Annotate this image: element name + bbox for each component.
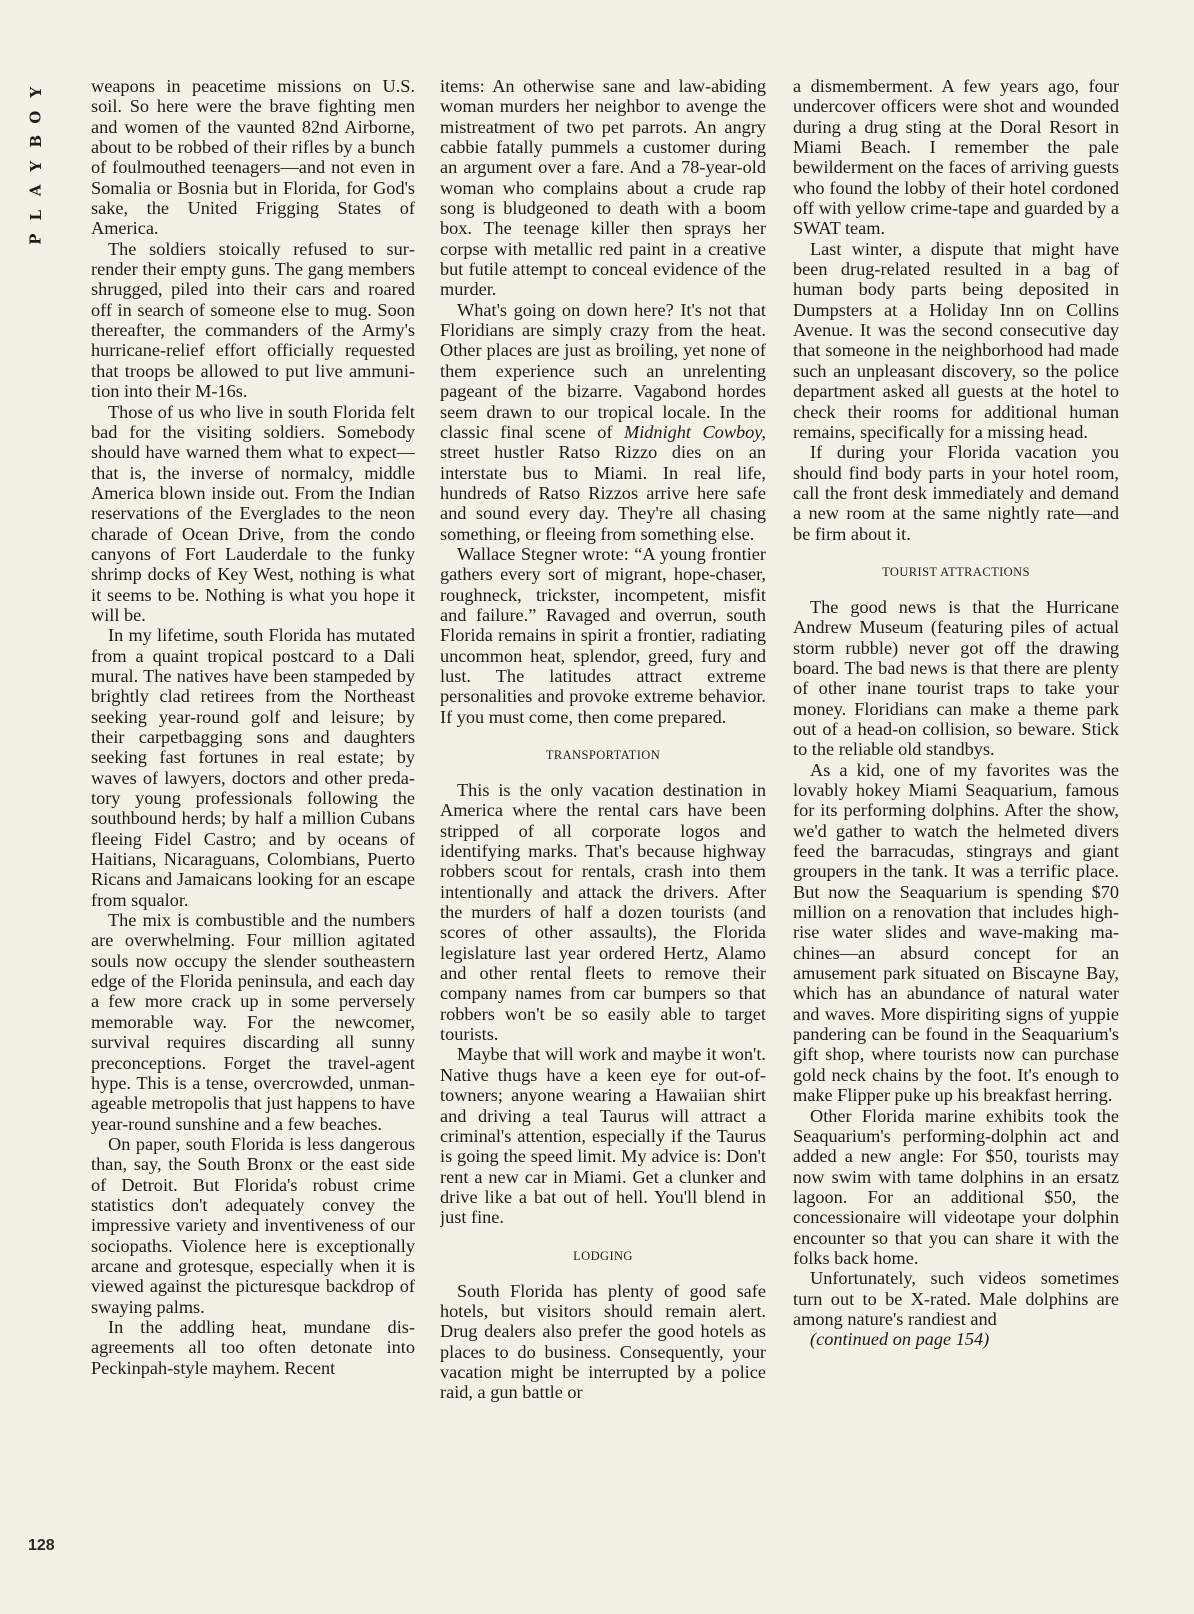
article-column-3 (793, 76, 1119, 1566)
paragraph: In my lifetime, south Florida has mutated from a quaint tropical postcard to a Dali mural. The natives have been stampeded by brightly clad retirees from the Northeast seeking year-round golf and leisure; by their carpetbagging sons and daughters seeking fast fortunes in real estate; by waves of lawyers, doctors and other predatory young professionals following the southbound herds; by half a million Cubans fleeing Fidel Castro; and by oceans of Haitians, Nicaraguans, Colombians, Puerto Ricans and Jamaicans looking for an escape from squalor. (91, 625, 415, 910)
paragraph: Unfortunately, such videos sometimes turn out to be X-rated. Male dolphins are among nature's randiest and (793, 1268, 1119, 1329)
section-heading-lodging: LODGING (573, 1248, 633, 1263)
paragraph: weapons in peacetime missions on U.S. soil. So here were the brave fighting men and women of the vaunted 82nd Airborne, about to be robbed of their rifles by a bunch of foulmouthed teenagers—and not even in Somalia or Bosnia but in Florida, for God's sake, the United Frigging States of America. (91, 76, 415, 239)
text-run: street hustler Ratso Rizzo dies on an interstate bus to Miami. In real life, hundreds of Ratso Rizzos arrive here safe and sound every day. They're all chasing something, or fleeing from something else. (440, 442, 766, 544)
article-column-2 (440, 76, 766, 1566)
side-letter: Y (26, 86, 45, 98)
side-letter: O (26, 110, 45, 124)
section-heading-transportation: TRANSPORTATION (545, 748, 661, 762)
paragraph: The mix is combustible and the numbers are overwhelming. Four million agitated souls now occupy the slender southeastern edge of the Florida peninsula, and each day a few more crack up in some perversely memorable way. For the newcomer, survival requires discarding all sunny preconceptions. Forget the travel-agent hype. This is a tense, overcrowded, unmanageable metropolis that just happens to have year-round sunshine and a few beaches. (91, 910, 415, 1134)
paragraph: If during your Florida vacation you should find body parts in your hotel room, call the front desk immediately and demand a new room at the same nightly rate—and be firm about it. (793, 442, 1119, 544)
paragraph: Wallace Stegner wrote: “A young frontier gathers every sort of migrant, hope-chaser, roughneck, trickster, incompetent, misfit and failure.” Ravaged and overrun, south Florida remains in spirit a frontier, radiating uncommon heat, splendor, greed, fury and lust. The latitudes attract extreme personalities and provoke extreme behavior. If you must come, then come prepared. (440, 543, 766, 727)
side-letter: L (26, 209, 45, 221)
text-run: What's going on down here? It's not that Floridians are simply crazy from the heat. Other places are just as broiling, yet none of them experience such an unrelenting pageant of the bizarre. Vagabond hordes seem drawn to our tropical locale. In the classic final scene of (440, 299, 766, 442)
article-column-1 (91, 76, 415, 1566)
paragraph: This is the only vacation destination in America where the rental cars have been stripped of all corporate logos and identifying marks. That's because highway robbers scout for rentals, crash into them intentionally and attack the drivers. After the murders of half a dozen tourists (and scores of other assaults), the Florida legislature last year ordered Hertz, Alamo and other rental fleets to remove their company names from car bumpers so that robbers won't be so easily able to target tourists. (440, 780, 766, 1045)
paragraph: Last winter, a dispute that might have been drug-related resulted in a bag of human body parts being deposited in Dumpsters at a Holiday Inn on Collins Avenue. It was the second consecutive day that someone in the neighborhood had made such an unpleasant discovery, so the police department asked all guests at the hotel to check their rooms for additional human remains, specifically for a missing head. (793, 238, 1119, 442)
paragraph: In the addling heat, mundane disagreements all too often detonate into Peckinpah-style mayhem. Recent (91, 1316, 415, 1378)
paragraph: South Florida has plenty of good safe hotels, but visitors should remain alert. Drug dealers also prefer the good hotels as places to do business. Consequently, your vacation might be interrupted by a police raid, a gun battle or (440, 1280, 766, 1403)
paragraph: The good news is that the Hurricane Andrew Museum (featuring piles of actual storm rubble) never got off the drawing board. The bad news is that there are plenty of other inane tourist traps to take your money. Floridians can make a theme park out of a head-on collision, so beware. Stick to the reliable old standbys. (793, 596, 1119, 760)
side-letter: P (26, 233, 45, 245)
side-letter: A (26, 184, 45, 197)
continued-note-wrap (793, 1329, 1119, 1349)
paragraph: As a kid, one of my favorites was the lovably hokey Miami Seaquarium, famous for its performing dolphins. After the show, we'd gather to watch the helmeted divers feed the barracudas, stingrays and giant groupers in the tank. It was a terrific place. But now the Seaquarium is spending $70 million on a renovation that includes high-rise water slides and wave-making machines—an absurd concept for an amusement park situated on Biscayne Bay, which has an abundance of natural water and waves. More dispiriting signs of yuppie pandering can be found in the Seaquarium's gift shop, where tourists now can purchase gold neck chains by the foot. It's enough to make Flipper puke up his breakfast herring. (793, 759, 1119, 1106)
page-number: 128 (28, 1537, 55, 1554)
paragraph: Those of us who live in south Florida felt bad for the visiting soldiers. Somebody should have warned them what to expect—that is, the inverse of normalcy, middle America blown inside out. From the Indian reservations of the Everglades to the neon charade of Ocean Drive, from the condo canyons of Fort Lauderdale to the funky shrimp docks of Key West, nothing is what it seems to be. Nothing is what you hope it will be. (91, 401, 415, 625)
section-heading-tourist-attractions: TOURIST ATTRACTIONS (882, 564, 1030, 579)
paragraph: a dismemberment. A few years ago, four undercover officers were shot and wounded during a drug sting at the Doral Resort in Miami Beach. I remember the pale bewilderment on the faces of arriving guests who found the lobby of their hotel cordoned off with yellow crime-tape and guarded by a SWAT team. (793, 76, 1119, 239)
paragraph: Other Florida marine exhibits took the Seaquarium's performing-dolphin act and added a new angle: For $50, tourists may now swim with tame dolphins in an ersatz lagoon. For an additional $50, the concessionaire will videotape your dolphin encounter so that you can share it with the folks back home. (793, 1105, 1119, 1268)
paragraph: items: An otherwise sane and law-abiding woman murders her neighbor to avenge the mistreatment of two pet parrots. An angry cabbie fatally pummels a customer during an argument over a fare. And a 78-year-old woman who complains about a crude rap song is bludgeoned to death with a boom box. The teenage killer then sprays her corpse with metallic red paint in a creative but futile attempt to conceal evidence of the murder. (440, 76, 766, 300)
paragraph (440, 300, 766, 544)
continued-note: (continued on page 154) (810, 1329, 990, 1350)
side-letter: Y (26, 160, 45, 172)
side-letter: B (26, 134, 45, 148)
paragraph: The soldiers stoically refused to surrender their empty guns. The gang members shrugged, piled into their cars and roared off in search of someone else to mug. Soon thereafter, the commanders of the Army's hurricane-relief effort officially requested that troops be allowed to put live ammunition into their M-16s. (91, 238, 415, 402)
paragraph: On paper, south Florida is less dangerous than, say, the South Bronx or the east side of Detroit. But Florida's robust crime statistics don't adequately convey the impressive variety and inventiveness of our sociopaths. Violence here is exceptionally arcane and grotesque, especially when it is viewed against the picturesque backdrop of swaying palms. (91, 1133, 415, 1317)
film-title: Midnight Cowboy, (623, 421, 766, 442)
paragraph: Maybe that will work and maybe it won't. Native thugs have a keen eye for out-of-towners; anyone wearing a Hawaiian shirt and driving a teal Taurus will attract a criminal's attention, especially if the Taurus is going the speed limit. My advice is: Don't rent a new car in Miami. Get a clunker and drive like a bat out of hell. You'll blend in just fine. (440, 1044, 766, 1228)
magazine-name-vertical (26, 80, 46, 252)
